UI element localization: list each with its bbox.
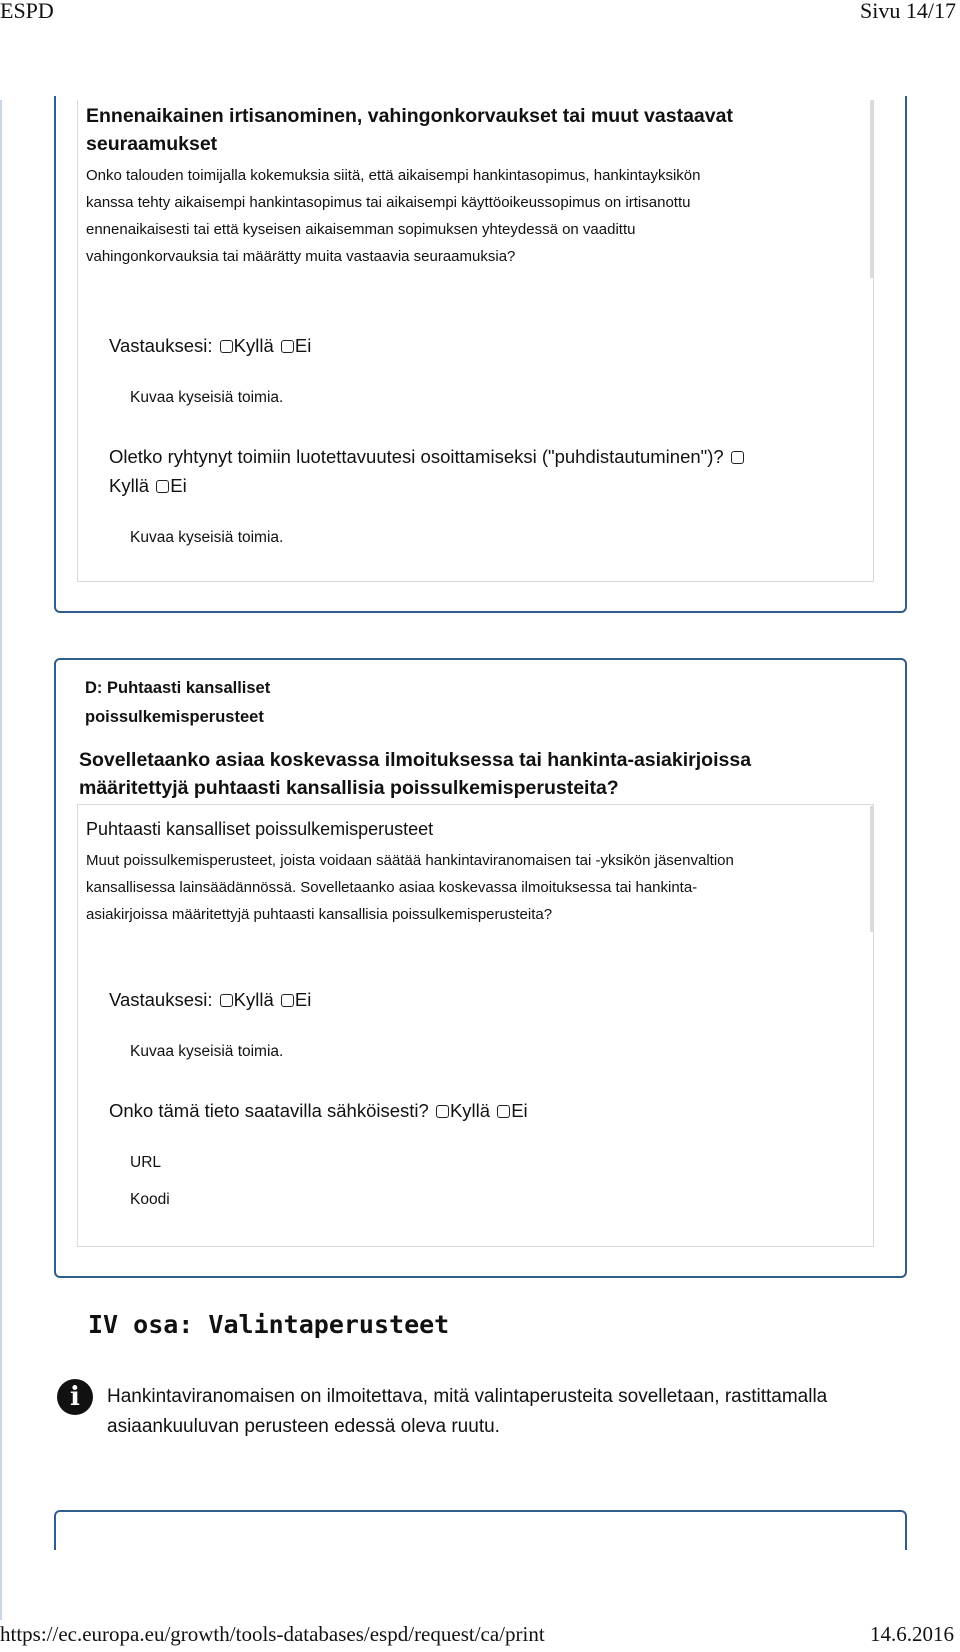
electronic-availability-row: Onko tämä tieto saatavilla sähköisesti? Kyllä Ei bbox=[109, 1100, 528, 1121]
answer-label: Vastauksesi: bbox=[109, 335, 213, 356]
code-label: Koodi bbox=[130, 1191, 170, 1208]
electronic-no-label: Ei bbox=[511, 1100, 528, 1121]
no-checkbox[interactable] bbox=[281, 340, 294, 353]
no-label: Ei bbox=[294, 335, 312, 356]
electronic-no-checkbox[interactable] bbox=[497, 1105, 510, 1118]
no-checkbox[interactable] bbox=[281, 994, 294, 1007]
section2-inner-shadow bbox=[870, 806, 873, 932]
section1-description: Onko talouden toimijalla kokemuksia siitä, että aikaisempi hankintasopimus, hankintayksikön kanssa tehty aikaisempi hankintasopimus tai aikaisempi käyttöoikeussopimus on irtisanottu ennenaikaisesti tai että kyseisen aikaisemman sopimuksen yhteydessä on vaadittu vahingonkorvauksia tai määrätty muita vastaavia seuraamuksia? bbox=[86, 167, 701, 265]
self-cleaning-yes-label: Kyllä bbox=[109, 475, 150, 496]
self-cleaning-question: Oletko ryhtynyt toimiin luotettavuutesi osoittamiseksi ("puhdistautuminen")? Kyllä Ei bbox=[109, 442, 829, 500]
yes-label: Kyllä bbox=[233, 989, 274, 1010]
footer-url: https://ec.europa.eu/growth/tools-databases/espd/request/ca/print bbox=[0, 1622, 545, 1646]
yes-label: Kyllä bbox=[233, 335, 274, 356]
section1-inner-shadow bbox=[870, 100, 873, 278]
part4-title: IV osa: Valintaperusteet bbox=[88, 1310, 450, 1339]
yes-checkbox[interactable] bbox=[220, 994, 233, 1007]
section2-describe-label: Kuvaa kyseisiä toimia. bbox=[130, 1043, 284, 1060]
footer-date: 14.6.2016 bbox=[870, 1622, 954, 1646]
electronic-yes-label: Kyllä bbox=[449, 1100, 491, 1121]
section2-category-label: D: Puhtaasti kansalliset poissulkemisperusteet bbox=[85, 679, 271, 726]
no-label: Ei bbox=[294, 989, 312, 1010]
section1-answer-row bbox=[109, 331, 311, 360]
section2-inner-title: Puhtaasti kansalliset poissulkemisperusteet bbox=[86, 819, 434, 839]
self-cleaning-no-checkbox[interactable] bbox=[156, 480, 169, 493]
section1-describe-label-2: Kuvaa kyseisiä toimia. bbox=[130, 529, 284, 546]
print-footer bbox=[0, 1622, 960, 1652]
next-section-card bbox=[54, 1510, 907, 1550]
page-number: Sivu 14/17 bbox=[860, 0, 956, 23]
section2-question: Sovelletaanko asiaa koskevassa ilmoituksessa tai hankinta-asiakirjoissa määritettyjä puhtaasti kansallisia poissulkemisperusteita? bbox=[79, 749, 752, 799]
url-label: URL bbox=[130, 1154, 162, 1171]
section2-answer-row bbox=[109, 985, 311, 1014]
answer-label: Vastauksesi: bbox=[109, 989, 213, 1010]
header-left: ESPD bbox=[0, 0, 54, 23]
part4-info-text: Hankintaviranomaisen on ilmoitettava, mitä valintaperusteita sovelletaan, rastittamalla asiaankuuluvan perusteen edessä oleva ruutu. bbox=[107, 1386, 828, 1437]
section1-describe-label: Kuvaa kyseisiä toimia. bbox=[130, 389, 284, 406]
info-icon: i bbox=[57, 1379, 93, 1415]
electronic-yes-checkbox[interactable] bbox=[436, 1105, 449, 1118]
section1-title: Ennenaikainen irtisanominen, vahingonkorvaukset tai muut vastaavat seuraamukset bbox=[86, 105, 733, 155]
print-header bbox=[0, 0, 960, 28]
self-cleaning-yes-checkbox[interactable] bbox=[731, 451, 744, 464]
yes-checkbox[interactable] bbox=[220, 340, 233, 353]
section2-description: Muut poissulkemisperusteet, joista voidaan säätää hankintaviranomaisen tai -yksikön jäsenvaltion kansallisessa lainsäädännössä. Sovelletaanko asiaa koskevassa ilmoituksessa tai hankinta- asiakirjoissa määritettyjä puhtaasti kansallisia poissulkemisperusteita? bbox=[86, 852, 734, 923]
self-cleaning-no-label: Ei bbox=[170, 475, 187, 496]
